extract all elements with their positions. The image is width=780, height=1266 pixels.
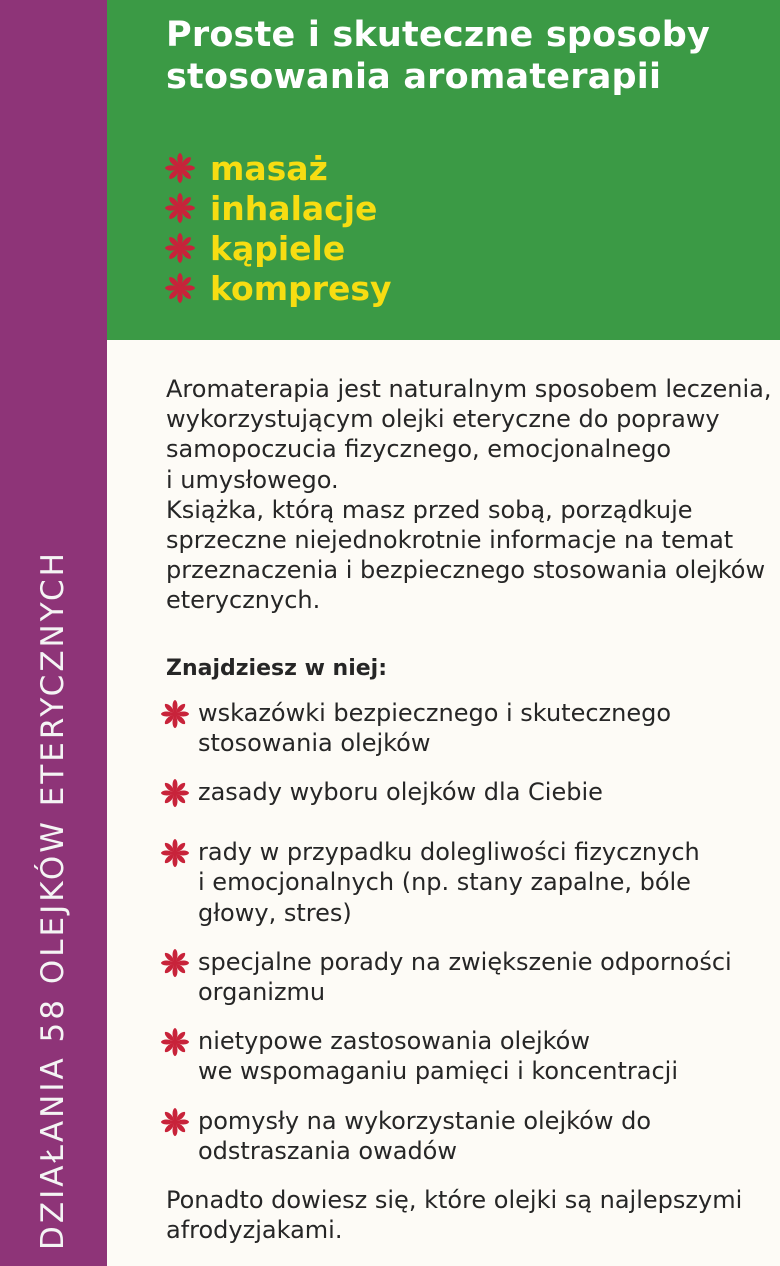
spine-bar [0,0,107,1266]
method-label: inhalacje [210,188,378,228]
method-label: masaż [210,148,328,188]
intro-line: przeznaczenia i bezpiecznego stosowania olejków [166,556,766,585]
feature-item [160,1026,774,1086]
feature-item [160,837,774,928]
closing-line: afrodyzjakami. [166,1216,343,1245]
intro-line: Książka, którą masz przed sobą, porządkuje [166,495,693,524]
title-line: stosowania aromaterapii [166,57,662,97]
page-title [166,14,710,98]
features-list [160,698,774,1166]
feature-text [198,777,603,807]
star-flower-icon [160,1027,190,1057]
feature-line: rady w przypadku dolegliwości fizycznych [198,838,700,867]
feature-text [198,1026,678,1086]
features-heading: Znajdziesz w niej: [166,655,388,681]
star-flower-icon [160,699,190,729]
feature-text [198,947,732,1007]
feature-line: odstraszania owadów [198,1136,457,1165]
star-flower-icon [160,1107,190,1137]
feature-line: pomysły na wykorzystanie olejków do [198,1106,652,1135]
body-content [166,374,774,1245]
feature-line: zasady wyboru olejków dla Ciebie [198,778,603,807]
closing-line: Ponadto dowiesz się, które olejki są najlepszymi [166,1186,743,1215]
star-flower-icon [160,778,190,808]
feature-item [160,947,774,1007]
star-flower-icon [164,192,196,224]
star-flower-icon [164,232,196,264]
feature-line: głowy, stres) [198,898,352,927]
feature-item [160,698,774,758]
feature-text [198,698,671,758]
method-item [164,148,392,188]
feature-line: organizmu [198,978,326,1007]
feature-line: specjalne porady na zwiększenie odporności [198,947,732,976]
star-flower-icon [160,948,190,978]
feature-item [160,777,774,808]
star-flower-icon [160,838,190,868]
method-item [164,228,392,268]
method-list [164,148,392,308]
feature-line: we wspomaganiu pamięci i koncentracji [198,1057,678,1086]
closing-paragraph [166,1185,774,1245]
feature-item [160,1106,774,1166]
star-flower-icon [164,272,196,304]
intro-paragraph [166,374,774,616]
feature-line: wskazówki bezpiecznego i skutecznego [198,698,672,727]
intro-line: samopoczucia fizycznego, emocjonalnego [166,435,672,464]
star-flower-icon [164,152,196,184]
feature-line: nietypowe zastosowania olejków [198,1027,590,1056]
method-item [164,188,392,228]
spine-title: DZIAŁANIA 58 OLEJKÓW ETERYCZNYCH [35,550,71,1250]
intro-line: Aromaterapia jest naturalnym sposobem leczenia, [166,375,772,403]
feature-text [198,837,700,928]
method-label: kompresy [210,268,392,308]
intro-line: i umysłowego. [166,465,339,494]
intro-line: wykorzystującym olejki eteryczne do poprawy [166,405,720,434]
method-label: kąpiele [210,228,346,268]
feature-text [198,1106,651,1166]
title-line: Proste i skuteczne sposoby [166,15,710,55]
method-item [164,268,392,308]
intro-line: sprzeczne niejednokrotnie informacje na temat [166,526,734,555]
intro-line: eterycznych. [166,586,321,615]
feature-line: stosowania olejków [198,729,431,758]
feature-line: i emocjonalnych (np. stany zapalne, bóle [198,868,691,897]
